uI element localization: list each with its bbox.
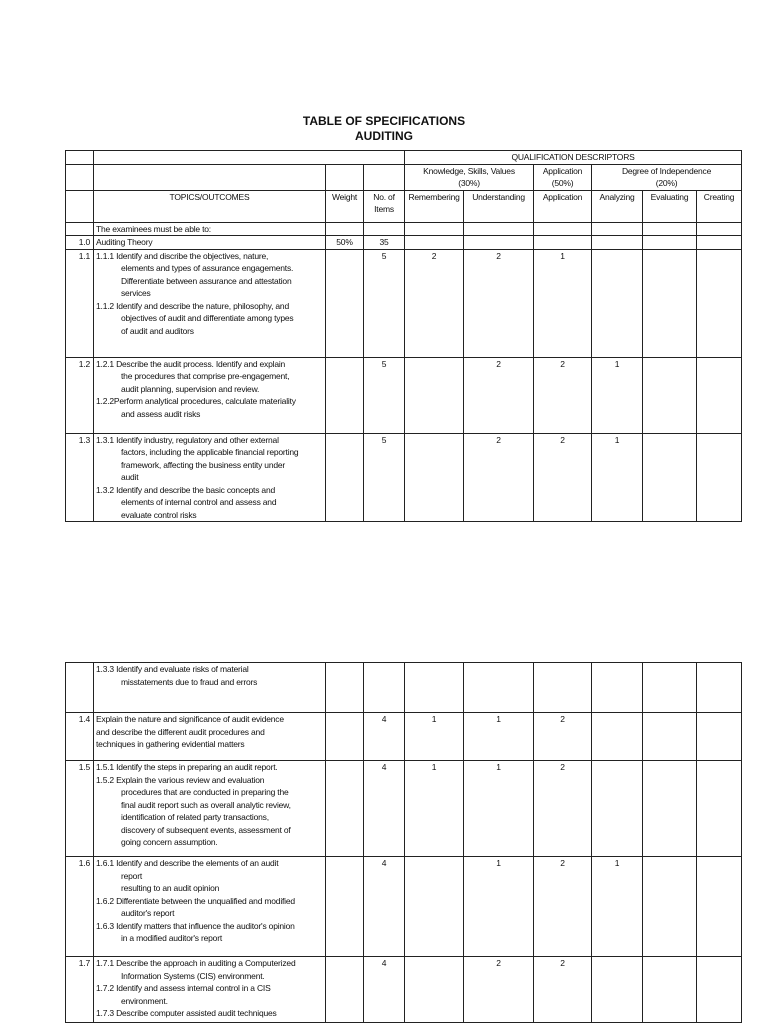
- creating-cell: [697, 713, 742, 761]
- items-cell: [364, 663, 405, 713]
- outcome-rows-part2: [66, 663, 742, 1023]
- remembering-cell: 1: [405, 713, 464, 761]
- outcome-text: [94, 713, 326, 761]
- outcome-line: 1.7.1 Describe the approach in auditing a Computerized: [96, 958, 296, 968]
- outcome-text: [94, 663, 326, 713]
- outcome-line: 1.2.1 Describe the audit process. Identify and explain: [96, 358, 286, 369]
- outcome-line: techniques in gathering evidential matters: [96, 739, 245, 749]
- outcome-line: 1.5.2 Explain the various review and evaluation: [96, 774, 265, 785]
- application-cell: 2: [534, 433, 592, 522]
- outcome-row: [66, 663, 742, 713]
- outcome-number: 1.4: [66, 713, 94, 761]
- outcome-number: 1.3: [66, 433, 94, 522]
- items-cell: 5: [364, 357, 405, 433]
- understanding-cell: 2: [464, 957, 534, 1023]
- understanding-cell: 1: [464, 713, 534, 761]
- outcome-line: environment.: [121, 995, 168, 1006]
- application-header: Application: [534, 190, 592, 222]
- outcome-number: 1.7: [66, 957, 94, 1023]
- outcome-text: [94, 857, 326, 957]
- section-title: Auditing Theory: [94, 236, 326, 250]
- analyzing-cell: [592, 249, 643, 357]
- header-row-groups: [66, 164, 742, 190]
- items-cell: 5: [364, 249, 405, 357]
- outcome-line: misstatements due to fraud and errors: [121, 676, 258, 687]
- weight-cell: [326, 249, 364, 357]
- remembering-cell: [405, 663, 464, 713]
- outcome-line: identification of related party transactions,: [121, 812, 269, 822]
- remembering-cell: [405, 433, 464, 522]
- outcome-line: objectives of audit and differentiate among types: [121, 313, 294, 323]
- outcome-number: [66, 663, 94, 713]
- outcome-line: factors, including the applicable financial reporting: [121, 447, 299, 457]
- remembering-cell: 1: [405, 761, 464, 857]
- outcome-line: 1.3.1 Identify industry, regulatory and other external: [96, 434, 279, 445]
- outcome-line: 1.2.2Perform analytical procedures, calculate materiality: [96, 396, 296, 406]
- remembering-cell: [405, 357, 464, 433]
- outcome-line: and assess audit risks: [121, 408, 201, 419]
- outcome-line: audit: [121, 472, 139, 482]
- remembering-cell: [405, 857, 464, 957]
- outcome-line: final audit report such as overall analytic review,: [121, 799, 291, 810]
- evaluating-cell: [643, 713, 697, 761]
- remembering-cell: 2: [405, 249, 464, 357]
- application-cell: 2: [534, 357, 592, 433]
- weight-cell: [326, 433, 364, 522]
- evaluating-cell: [643, 857, 697, 957]
- outcome-row: [66, 357, 742, 433]
- outcome-number: 1.5: [66, 761, 94, 857]
- intro-text: The examinees must be able to:: [94, 222, 326, 236]
- outcome-line: evaluate control risks: [121, 509, 197, 520]
- weight-cell: [326, 857, 364, 957]
- creating-cell: [697, 433, 742, 522]
- outcome-line: 1.6.2 Differentiate between the unqualified and modified: [96, 895, 295, 906]
- weight-cell: [326, 957, 364, 1023]
- topics-header: TOPICS/OUTCOMES: [94, 190, 326, 222]
- document-title: TABLE OF SPECIFICATIONS: [302, 114, 466, 128]
- spec-table-part2: [65, 662, 742, 1023]
- analyzing-cell: [592, 663, 643, 713]
- outcome-line: going concern assumption.: [121, 837, 218, 847]
- outcome-line: 1.3.2 Identify and describe the basic concepts and: [96, 484, 276, 495]
- analyzing-cell: [592, 761, 643, 857]
- outcome-line: 1.1.2 Identify and describe the nature, philosophy, and: [96, 300, 289, 311]
- evaluating-header: Evaluating: [643, 190, 697, 222]
- application-group-header: Application (50%): [534, 164, 592, 190]
- outcome-line: auditor's report: [121, 908, 175, 918]
- outcome-text: [94, 957, 326, 1023]
- outcome-text: [94, 761, 326, 857]
- items-cell: 4: [364, 857, 405, 957]
- creating-header: Creating: [697, 190, 742, 222]
- items-cell: 4: [364, 761, 405, 857]
- outcome-line: 1.7.3 Describe computer assisted audit techniques: [96, 1008, 277, 1018]
- ksv-group-header: Knowledge, Skills, Values (30%): [405, 164, 534, 190]
- outcome-text: [94, 249, 326, 357]
- outcome-line: in a modified auditor's report: [121, 933, 222, 943]
- understanding-cell: 1: [464, 857, 534, 957]
- outcome-line: Explain the nature and significance of audit evidence: [96, 714, 284, 724]
- analyzing-cell: [592, 957, 643, 1023]
- application-cell: 2: [534, 957, 592, 1023]
- weight-cell: [326, 761, 364, 857]
- analyzing-cell: 1: [592, 433, 643, 522]
- evaluating-cell: [643, 433, 697, 522]
- application-cell: [534, 663, 592, 713]
- outcome-line: of audit and auditors: [121, 325, 194, 336]
- understanding-cell: [464, 663, 534, 713]
- weight-cell: [326, 357, 364, 433]
- header-row-columns: [66, 190, 742, 222]
- outcome-line: Differentiate between assurance and attestation: [121, 275, 292, 286]
- outcome-line: 1.1.1 Identify and discribe the objectives, nature,: [96, 250, 269, 261]
- items-cell: 4: [364, 713, 405, 761]
- outcome-number: 1.2: [66, 357, 94, 433]
- outcome-number: 1.1: [66, 249, 94, 357]
- evaluating-cell: [643, 957, 697, 1023]
- outcome-line: and describe the different audit procedures and: [96, 726, 265, 737]
- application-cell: 2: [534, 713, 592, 761]
- creating-cell: [697, 249, 742, 357]
- analyzing-cell: 1: [592, 857, 643, 957]
- remembering-cell: [405, 957, 464, 1023]
- outcome-row: [66, 957, 742, 1023]
- application-cell: 2: [534, 857, 592, 957]
- items-cell: 5: [364, 433, 405, 522]
- evaluating-cell: [643, 761, 697, 857]
- outcome-line: framework, affecting the business entity under: [121, 459, 286, 470]
- outcome-line: services: [121, 288, 151, 298]
- section-weight: 50%: [326, 236, 364, 250]
- outcome-line: discovery of subsequent events, assessment of: [121, 824, 291, 835]
- items-cell: 4: [364, 957, 405, 1023]
- independence-group-header: Degree of Independence (20%): [592, 164, 742, 190]
- qualification-header: QUALIFICATION DESCRIPTORS: [405, 151, 742, 165]
- weight-header: Weight: [326, 190, 364, 222]
- application-cell: 2: [534, 761, 592, 857]
- analyzing-header: Analyzing: [592, 190, 643, 222]
- outcome-line: audit planning, supervision and review.: [121, 383, 260, 394]
- creating-cell: [697, 761, 742, 857]
- understanding-cell: 1: [464, 761, 534, 857]
- items-header: No. of Items: [364, 190, 405, 222]
- outcome-line: report: [121, 870, 143, 881]
- weight-cell: [326, 663, 364, 713]
- outcome-line: the procedures that comprise pre-engagement,: [121, 371, 290, 381]
- analyzing-cell: [592, 713, 643, 761]
- creating-cell: [697, 857, 742, 957]
- document-subtitle: AUDITING: [355, 129, 413, 143]
- application-cell: 1: [534, 249, 592, 357]
- section-items: 35: [364, 236, 405, 250]
- evaluating-cell: [643, 249, 697, 357]
- outcome-row: [66, 857, 742, 957]
- outcome-line: 1.3.3 Identify and evaluate risks of material: [96, 664, 249, 674]
- outcome-line: resulting to an audit opinion: [121, 883, 220, 893]
- creating-cell: [697, 663, 742, 713]
- outcome-text: [94, 357, 326, 433]
- outcome-text: [94, 433, 326, 522]
- spec-table-part1: [65, 150, 742, 522]
- understanding-header: Understanding: [464, 190, 534, 222]
- outcome-line: elements and types of assurance engagements.: [121, 263, 294, 273]
- outcome-row: [66, 249, 742, 357]
- outcome-line: 1.6.3 Identify matters that influence the auditor's opinion: [96, 920, 295, 931]
- outcome-line: 1.6.1 Identify and describe the elements of an audit: [96, 858, 279, 868]
- understanding-cell: 2: [464, 433, 534, 522]
- evaluating-cell: [643, 663, 697, 713]
- outcome-row: [66, 761, 742, 857]
- outcome-row: [66, 713, 742, 761]
- weight-cell: [326, 713, 364, 761]
- understanding-cell: 2: [464, 357, 534, 433]
- evaluating-cell: [643, 357, 697, 433]
- outcome-rows-part1: [66, 249, 742, 522]
- outcome-line: procedures that are conducted in preparing the: [121, 787, 289, 797]
- remembering-header: Remembering: [405, 190, 464, 222]
- section-number: 1.0: [66, 236, 94, 250]
- outcome-line: 1.7.2 Identify and assess internal control in a CIS: [96, 983, 271, 993]
- outcome-line: Information Systems (CIS) environment.: [121, 970, 265, 981]
- outcome-row: [66, 433, 742, 522]
- outcome-number: 1.6: [66, 857, 94, 957]
- outcome-line: 1.5.1 Identify the steps in preparing an audit report.: [96, 762, 278, 772]
- section-row: [66, 236, 742, 250]
- analyzing-cell: 1: [592, 357, 643, 433]
- header-row-qualification: [66, 151, 742, 165]
- outcome-line: elements of internal control and assess and: [121, 497, 277, 507]
- understanding-cell: 2: [464, 249, 534, 357]
- creating-cell: [697, 357, 742, 433]
- creating-cell: [697, 957, 742, 1023]
- intro-row: [66, 222, 742, 236]
